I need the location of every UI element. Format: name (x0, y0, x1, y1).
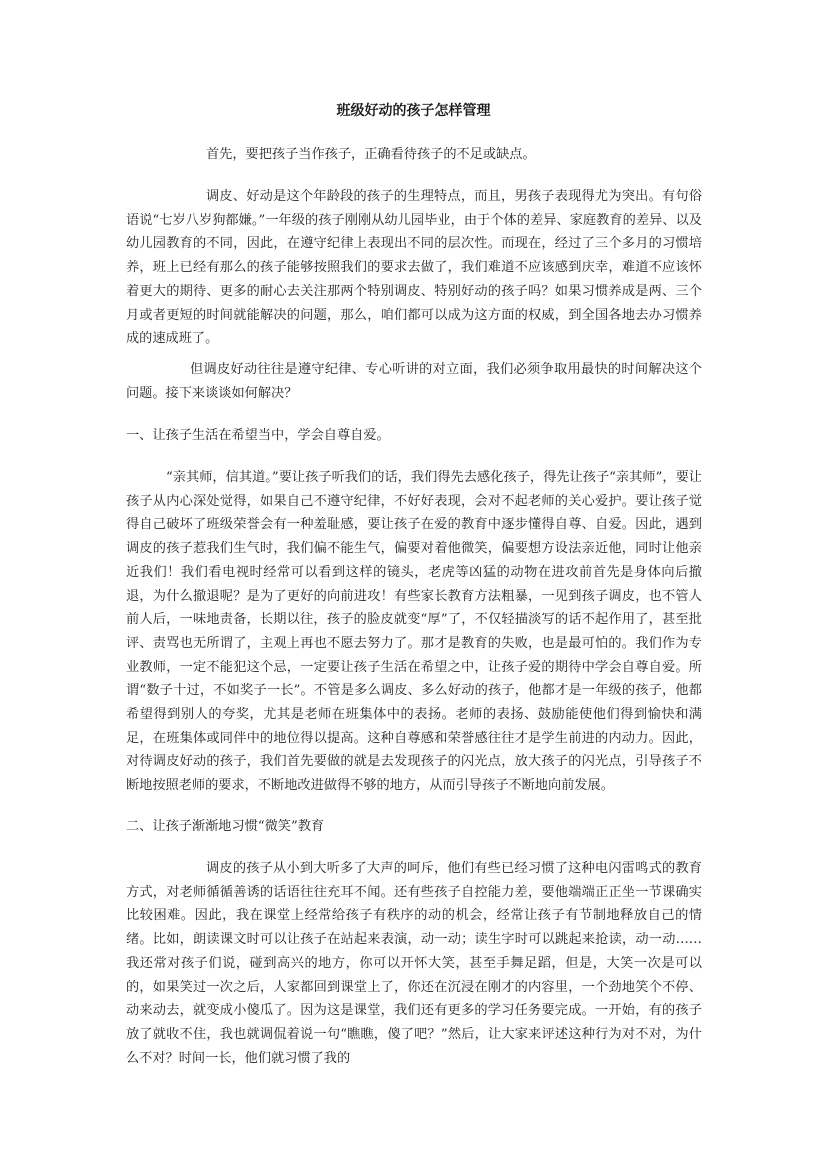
section-heading-2: 二、让孩子渐渐地习惯“微笑”教育 (126, 819, 325, 834)
section-heading-1: 一、让孩子生活在希望当中，学会自尊自爱。 (126, 428, 390, 443)
paragraph-section-2: 调皮的孩子从小到大听多了大声的呵斥，他们有些已经习惯了这种电闪雷鸣式的教育方式，对老师循循善诱的话语往往充耳不闻。还有些孩子自控能力差，要他端端正正坐一节课确实比较困难。因此，我在课堂上经常给孩子有秩序的动的机会，经常让孩子有节制地释放自己的情绪。比如，朗读课文时可以让孩子在站起来表演，动一动；读生字时可以跳起来抢读，动一动……我还常对孩子们说，碰到高兴的地方，你可以开怀大笑，甚至手舞足蹈，但是，大笑一次是可以的，如果笑过一次之后，人家都回到课堂上了，你还在沉浸在刚才的内容里，一个劲地笑个不停、动来动去，就变成小傻瓜了。因为这是课堂，我们还有更多的学习任务要完成。一开始，有的孩子放了就收不住，我也就调侃着说一句“瞧瞧，傻了吧？”然后，让大家来评述这种行为对不对，为什么不对？时间一长，他们就习惯了我的 (126, 861, 702, 1066)
paragraph-section-1: “亲其师，信其道。”要让孩子听我们的话，我们得先去感化孩子，得先让孩子“亲其师”，要让孩子从内心深处觉得，如果自己不遵守纪律，不好好表现，会对不起老师的关心爱护。要让孩子觉得自己破坏了班级荣誉会有一种羞耻感，要让孩子在爱的教育中逐步懂得自尊、自爱。因此，遇到调皮的孩子惹我们生气时，我们偏不能生气，偏要对着他微笑，偏要想方设法亲近他，同时让他亲近我们！我们看电视时经常可以看到这样的镜头，老虎等凶猛的动物在进攻前首先是身体向后撤退，为什么撤退呢？是为了更好的向前进攻！有些家长教育方法粗暴，一见到孩子调皮，也不管人前人后，一味地责备，长期以往，孩子的脸皮就变“厚”了，不仅轻描淡写的话不起作用了，甚至批评、责骂也无所谓了，主观上再也不愿去努力了。那才是教育的失败，也是最可怕的。我们作为专业教师，一定不能犯这个忌，一定要让孩子生活在希望之中，让孩子爱的期待中学会自尊自爱。所谓“数子十过，不如奖子一长”。不管是多么调皮、多么好动的孩子，他都才是一年级的孩子，他都希望得到别人的夸奖，尤其是老师在班集体中的表扬。老师的表扬、鼓励能使他们得到愉快和满足，在班集体或同伴中的地位得以提高。这种自尊感和荣誉感往往才是学生前进的内动力。因此，对待调皮好动的孩子，我们首先要做的就是去发现孩子的闪光点，放大孩子的闪光点，引导孩子不断地按照老师的要求，不断地改进做得不够的地方，从而引导孩子不断地向前发展。 (126, 470, 702, 794)
document-title: 班级好动的孩子怎样管理 (336, 103, 491, 119)
paragraph-intro: 首先，要把孩子当作孩子，正确看待孩子的不足或缺点。 (206, 147, 536, 162)
paragraph-transition: 但调皮好动往往是遵守纪律、专心听讲的对立面，我们必须争取用最快的时间解决这个问题。接下来谈谈如何解决？ (126, 362, 702, 401)
paragraph-characteristics: 调皮、好动是这个年龄段的孩子的生理特点，而且，男孩子表现得尤为突出。有句俗语说“七岁八岁狗都嫌。”一年级的孩子刚刚从幼儿园毕业，由于个体的差异、家庭教育的差异、以及幼儿园教育的不同，因此，在遵守纪律上表现出不同的层次性。而现在，经过了三个多月的习惯培养，班上已经有那么的孩子能够按照我们的要求去做了，我们难道不应该感到庆幸，难道不应该怀着更大的期待、更多的耐心去关注那两个特别调皮、特别好动的孩子吗？如果习惯养成是两、三个月或者更短的时间就能解决的问题，那么，咱们都可以成为这方面的权威，到全国各地去办习惯养成的速成班了。 (126, 189, 702, 347)
